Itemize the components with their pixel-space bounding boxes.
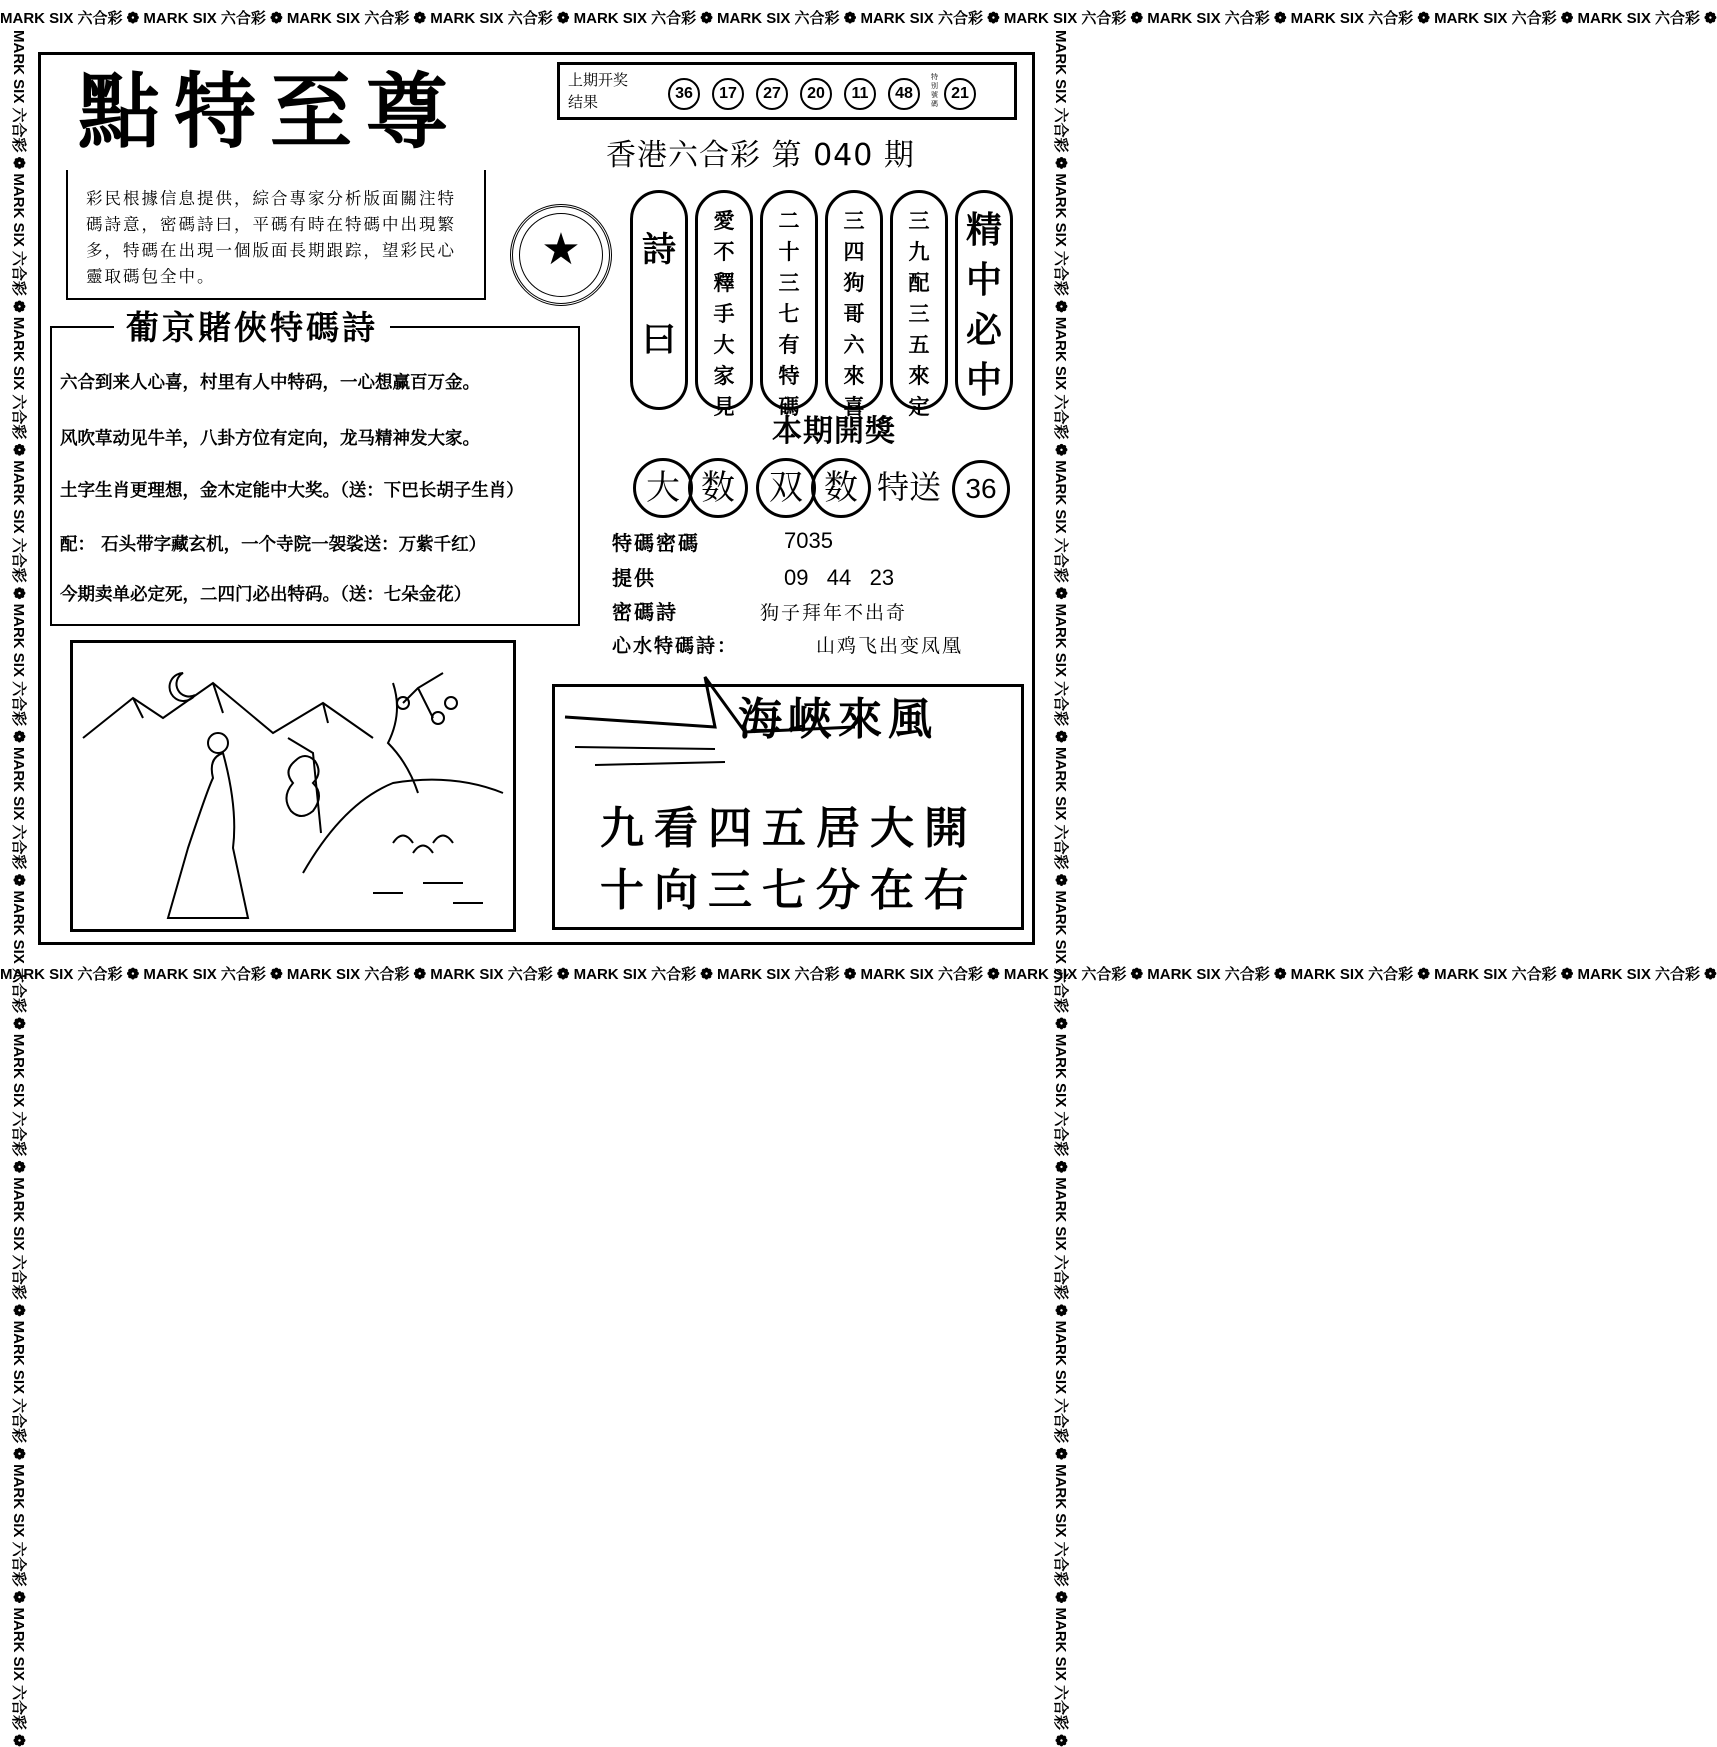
- verse-column: [825, 190, 883, 419]
- star-icon: ★: [541, 224, 581, 275]
- poem-title: 葡京賭俠特碼詩: [114, 306, 390, 350]
- cipher-text: 狗子拜年不出奇: [760, 602, 908, 624]
- poem-line: 今期卖单必定死，二四门必出特码。（送：七朵金花）: [60, 585, 472, 605]
- illustration: [70, 640, 516, 932]
- cipher-label: 密碼詩: [612, 600, 678, 624]
- page-title: 點特至尊: [78, 64, 463, 160]
- poem-line: 土字生肖更理想，金木定能中大奖。（送：下巴长胡子生肖）: [60, 481, 524, 501]
- gift-label: 特送: [877, 468, 942, 506]
- draw-tag-circle: 双: [756, 458, 816, 518]
- special-number-tag: 特别號碼: [931, 73, 938, 108]
- result-ball: 11: [844, 78, 876, 110]
- result-ball: 48: [888, 78, 920, 110]
- poem-line: 配： 石头带字藏玄机，一个寺院一袈裟送：万紫千红）: [60, 535, 487, 555]
- intro-box: [66, 170, 486, 300]
- verse-slogan-pill: [955, 190, 1013, 410]
- heart-label: 心水特碼詩：: [612, 635, 739, 657]
- verse-column: [760, 190, 818, 419]
- wind-title: 海峽來風: [738, 694, 938, 745]
- draw-tag-circle: 数: [811, 458, 871, 518]
- previous-results-label: 上期开奖结果: [568, 71, 629, 111]
- landscape-illustration: [73, 643, 513, 929]
- result-ball: 17: [712, 78, 744, 110]
- wind-line: 十向三七分在右: [600, 865, 978, 916]
- draw-tag-circle: 数: [688, 458, 748, 518]
- result-ball: 36: [668, 78, 700, 110]
- intro-text: 彩民根據信息提供，綜合專家分析版面關注特碼詩意，密碼詩曰，平碼有時在特碼中出現繁多，特碼在出現一個版面長期跟踪，望彩民心靈取碼包全中。: [86, 189, 456, 286]
- border-top-banner: MARK SIX 六合彩 ❁ MARK SIX 六合彩 ❁ MARK SIX 六合彩 ❁ MARK SIX 六合彩 ❁ MARK SIX 六合彩 ❁ MARK SIX 六合彩 ❁ MARK SIX 六合彩 ❁ MARK SIX 六合彩 ❁ MARK SIX 六合彩 ❁ MARK SIX 六合彩 ❁ MARK SIX 六合彩 ❁ MARK SIX 六合彩 ❁: [0, 10, 1717, 27]
- verse-column: [890, 190, 948, 419]
- code-label: 特碼密碼: [612, 531, 700, 555]
- poem-line: 风吹草动见牛羊，八卦方位有定向，龙马精神发大家。: [60, 429, 480, 449]
- wind-line: 九看四五居大開: [600, 803, 978, 854]
- verse-column-text: 三 九 配 三 五 來 定: [908, 208, 930, 419]
- provide-label: 提供: [612, 566, 656, 590]
- issue-title: 香港六合彩 第 040 期: [606, 138, 915, 173]
- previous-results-box: [557, 62, 1017, 120]
- verse-column-text: 二 十 三 七 有 特 碼: [778, 208, 800, 419]
- moon-icon: [170, 673, 195, 701]
- heart-text: 山鸡飞出变凤凰: [816, 635, 964, 657]
- border-right-banner: MARK SIX 六合彩 ❁ MARK SIX 六合彩 ❁ MARK SIX 六合彩 ❁ MARK SIX 六合彩 ❁ MARK SIX 六合彩 ❁ MARK SIX 六合彩 ❁ MARK SIX 六合彩 ❁ MARK SIX 六合彩 ❁ MARK SIX 六合彩 ❁ MARK SIX 六合彩 ❁ MARK SIX 六合彩 ❁ MARK SIX 六合彩 ❁: [1052, 30, 1069, 1747]
- verse-label-pill: [630, 190, 688, 410]
- poem-line: 六合到来人心喜，村里有人中特码，一心想赢百万金。: [60, 373, 480, 393]
- verse-column-text: 三 四 狗 哥 六 來 喜: [843, 208, 865, 419]
- border-left-banner: MARK SIX 六合彩 ❁ MARK SIX 六合彩 ❁ MARK SIX 六合彩 ❁ MARK SIX 六合彩 ❁ MARK SIX 六合彩 ❁ MARK SIX 六合彩 ❁ MARK SIX 六合彩 ❁ MARK SIX 六合彩 ❁ MARK SIX 六合彩 ❁ MARK SIX 六合彩 ❁ MARK SIX 六合彩 ❁ MARK SIX 六合彩 ❁: [10, 30, 27, 1747]
- draw-title: 本期開獎: [772, 414, 896, 449]
- seal-stamp: [510, 204, 612, 306]
- code-value: 7035: [784, 528, 833, 553]
- verse-column-text: 愛 不 釋 手 大 家 見: [713, 208, 735, 419]
- border-bottom-banner: MARK SIX 六合彩 ❁ MARK SIX 六合彩 ❁ MARK SIX 六合彩 ❁ MARK SIX 六合彩 ❁ MARK SIX 六合彩 ❁ MARK SIX 六合彩 ❁ MARK SIX 六合彩 ❁ MARK SIX 六合彩 ❁ MARK SIX 六合彩 ❁ MARK SIX 六合彩 ❁ MARK SIX 六合彩 ❁ MARK SIX 六合彩 ❁: [0, 966, 1717, 983]
- gift-number-circle: 36: [952, 460, 1010, 518]
- draw-tag-circle: 大: [633, 458, 693, 518]
- verse-column: [695, 190, 753, 419]
- verse-label: 詩 曰: [642, 230, 676, 360]
- result-ball: 27: [756, 78, 788, 110]
- provide-values: 09 44 23: [784, 565, 895, 590]
- verse-slogan: 精 中 必 中: [965, 209, 1002, 401]
- result-ball: 20: [800, 78, 832, 110]
- special-result-ball: 21: [944, 78, 976, 110]
